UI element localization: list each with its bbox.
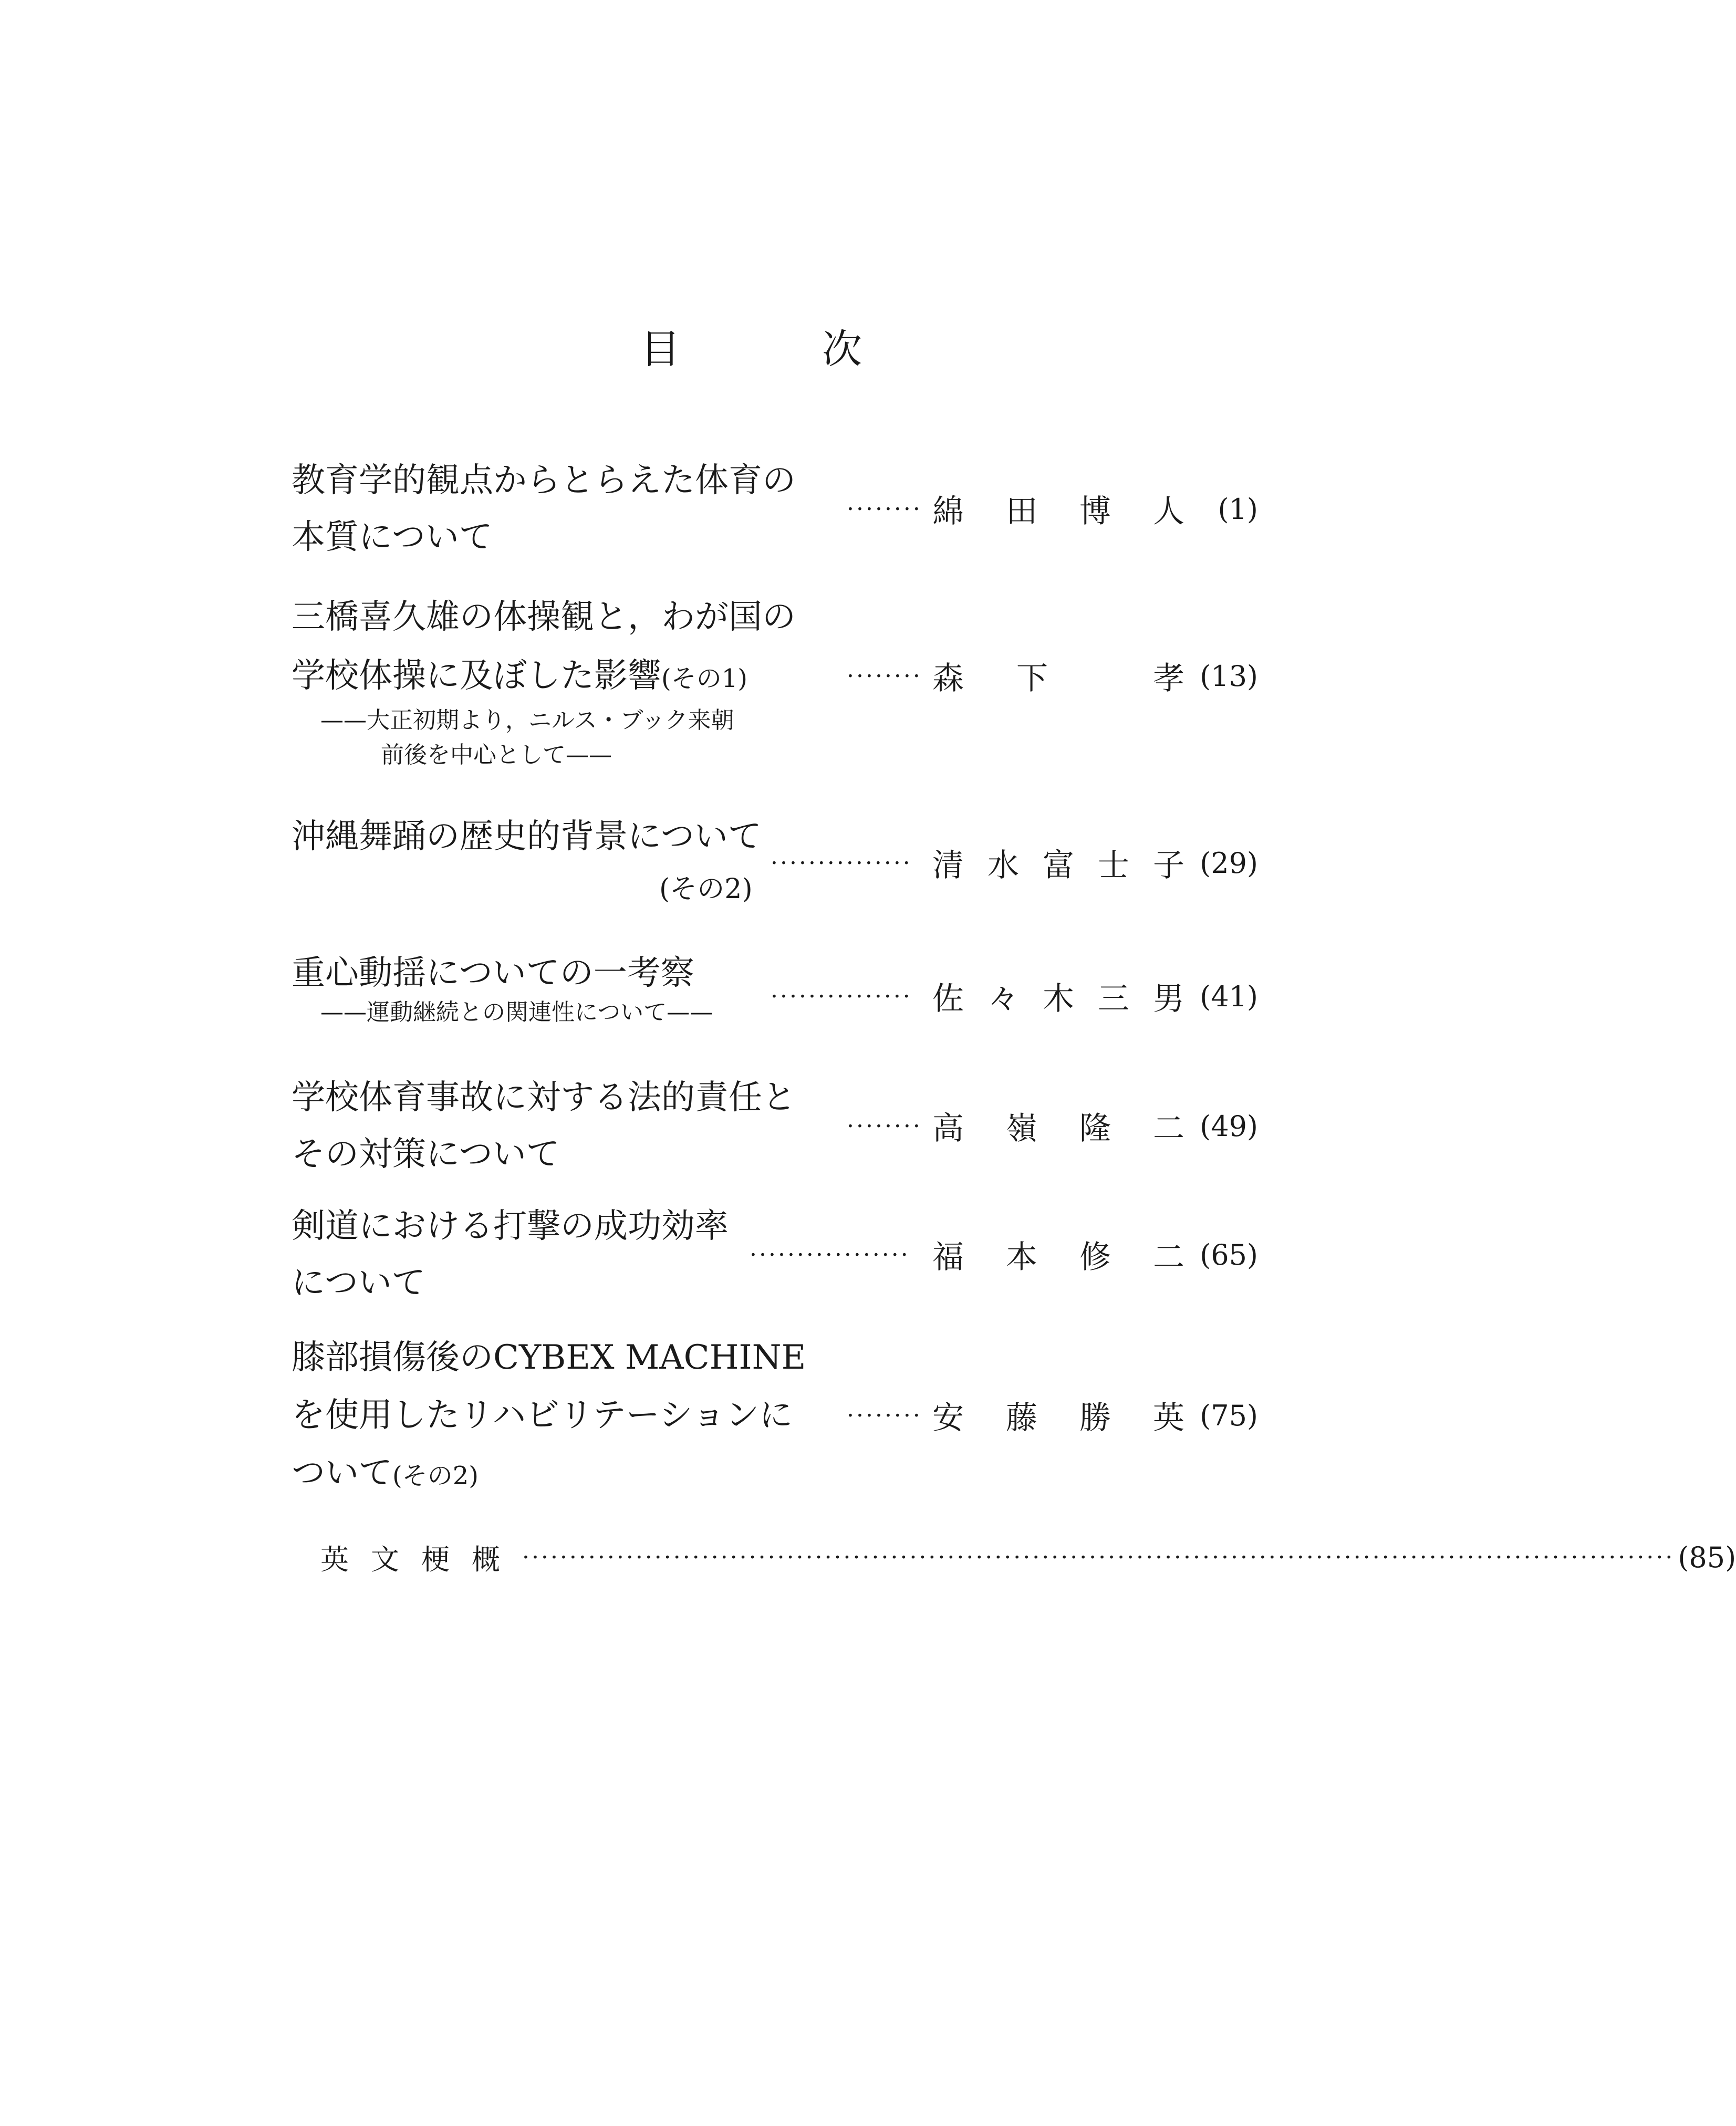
entry-title-line: について [292,1264,425,1302]
entry-subtitle-line: ——大正初期より，ニルス・ブック来朝 [320,707,734,734]
entry-author: 安 藤 勝 英 [932,1400,1184,1436]
toc-entry-3[interactable] [292,813,1258,918]
entry-author: 高 嶺 隆 二 [932,1110,1184,1147]
entry-title-line: 剣道における打撃の成功効率 [292,1207,729,1246]
dot-leader: ········ [847,495,922,523]
entry-title-line: ついて(その2) [292,1454,479,1493]
entry-page-number: (75) [1200,1399,1258,1432]
toc-entry-7[interactable] [292,1334,1258,1502]
entry-part-label: (その1) [661,664,747,693]
entry-title-line: 学校体育事故に対する法的責任と [292,1078,796,1117]
entry-author: 福 本 修 二 [932,1239,1184,1276]
entry-title-line: 本質について [292,518,493,557]
dot-leader: ········ [847,1112,922,1140]
entry-part-label: (その2) [659,873,753,905]
entry-title-line: 膝部損傷後のCYBEX MACHINE [292,1338,806,1377]
dot-leader: ················· [750,1241,910,1268]
entry-title-line: 三橋喜久雄の体操観と，わが国の [292,598,796,637]
page-title [0,323,1502,376]
entry-page-number: (65) [1200,1238,1258,1272]
toc-entry-english-summary[interactable] [320,1534,1736,1581]
dot-leader: ··············· [771,983,912,1010]
title-char-2: 次 [822,326,862,372]
entry-title-line: その対策について [292,1135,560,1174]
summary-page-number: (85) [1678,1540,1736,1574]
entry-page-number: (29) [1200,846,1258,880]
entry-page-number: (1) [1218,492,1258,526]
entry-title-line: 学校体操に及ぼした影響(その1) [292,656,747,695]
entry-author: 佐 々 木 三 男 [932,981,1184,1017]
entry-author: 綿 田 博 人 [932,493,1184,530]
dot-leader: ··············· [771,849,912,877]
toc-entry-1[interactable] [292,457,1258,562]
dot-leader: ········ [847,662,922,690]
toc-entry-6[interactable] [292,1203,1258,1308]
toc-entry-4[interactable] [292,950,1258,1044]
entry-author: 清 水 富 士 子 [932,847,1184,884]
entry-title-line: を使用したリハビリテーションに [292,1396,793,1435]
entry-page-number: (49) [1200,1109,1258,1143]
dot-leader: ·························································································································· [522,1544,1675,1571]
entry-author: 森 下 孝 [932,660,1184,697]
entry-title-line: 教育学的観点からとらえた体育の [292,461,796,500]
entry-part-label: (その2) [392,1461,479,1491]
dot-leader: ········ [847,1402,922,1429]
entry-title-line: 沖縄舞踊の歴史的背景について [292,817,762,856]
title-char-1: 目 [640,326,680,372]
entry-page-number: (41) [1200,979,1258,1013]
entry-subtitle-line: 前後を中心として—— [381,742,612,768]
toc-entry-5[interactable] [292,1074,1258,1179]
summary-label: 英文梗概 [320,1543,522,1576]
toc-entry-2[interactable] [292,593,1258,783]
entry-title-line: 重心動揺についての一考察 [292,954,694,993]
entry-subtitle-line: ——運動継続との関連性について—— [320,999,713,1026]
entry-page-number: (13) [1200,659,1258,693]
